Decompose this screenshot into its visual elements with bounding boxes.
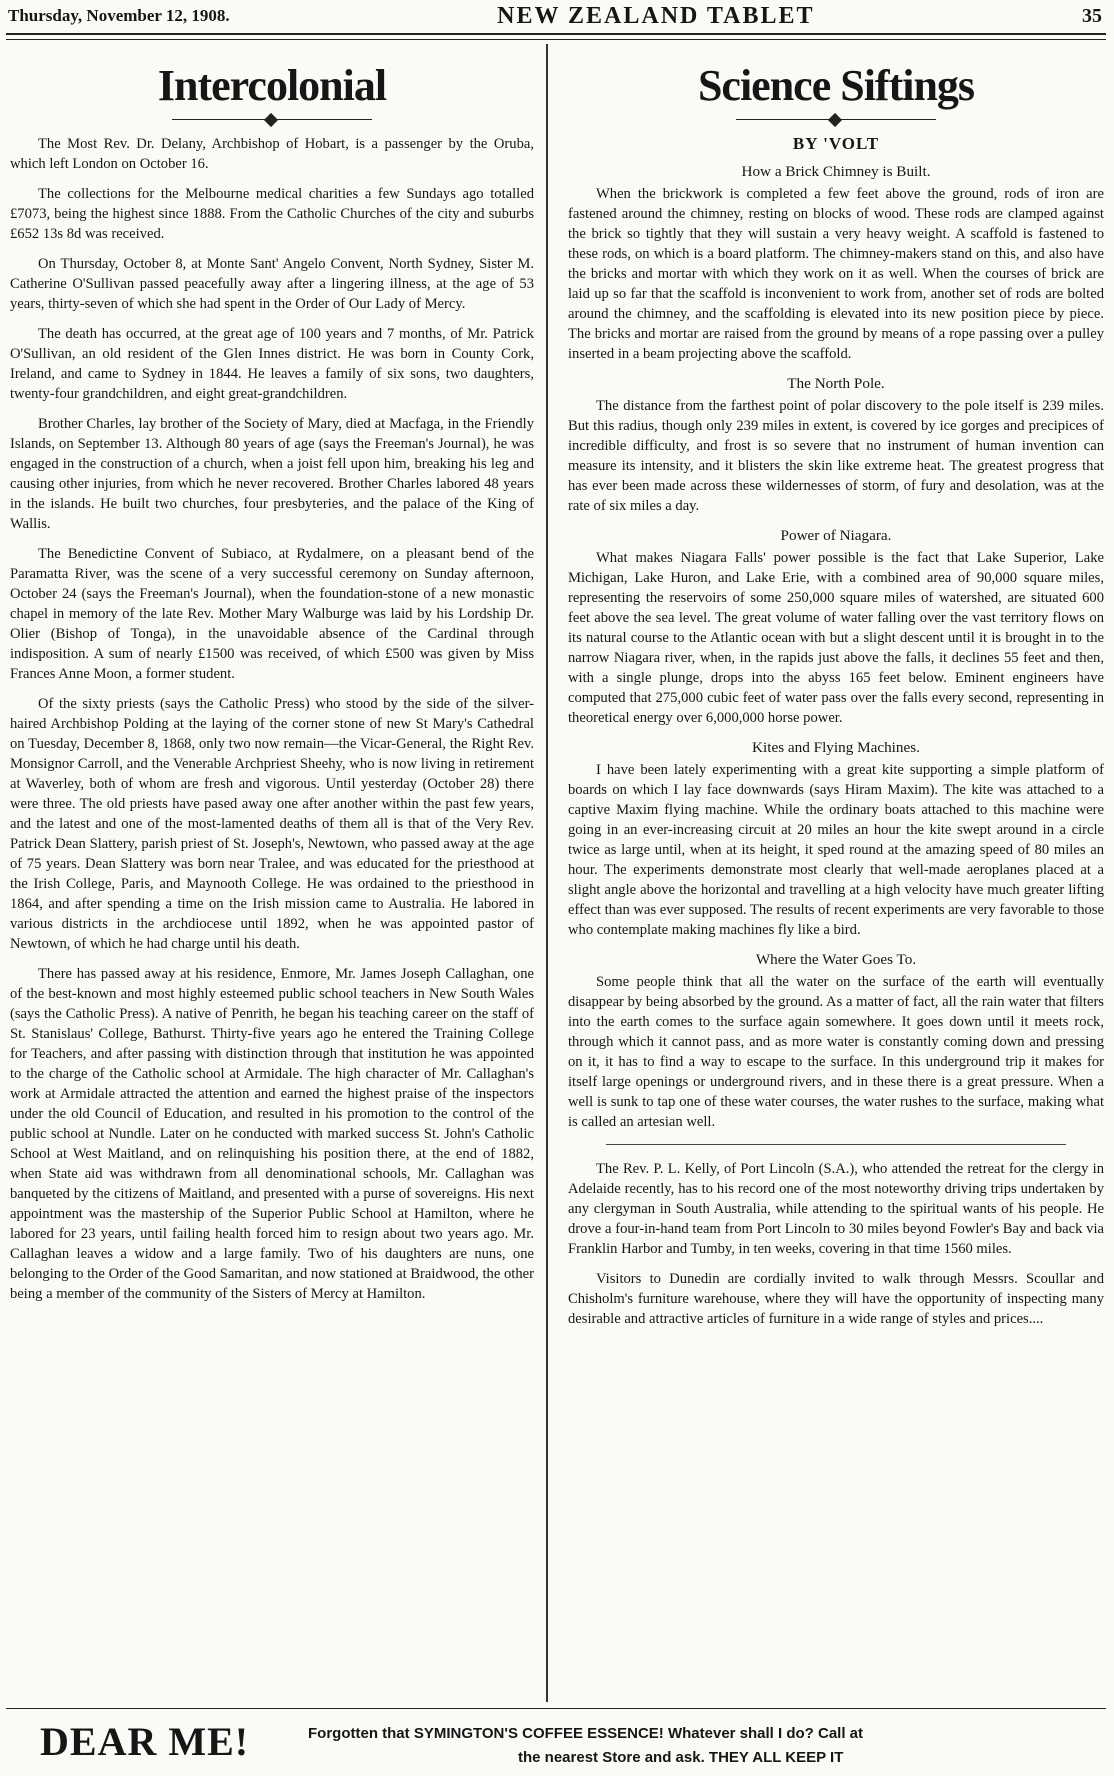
section-heading: Where the Water Goes To.	[755, 951, 917, 968]
diamond-icon	[264, 113, 278, 127]
news-paragraph: On Thursday, October 8, at Monte Sant' Angelo Convent, North Sydney, Sister M. Catherine O'Sullivan passed peacefully away after a lingering illness, at the age of 53 years, thirty-seven of which she had spent in the Order of Our Lady of Mercy.	[10, 256, 534, 312]
notice-paragraph: The Rev. P. L. Kelly, of Port Lincoln (S.A.), who attended the retreat for the clergy in Adelaide recently, has to his record one of the most noteworthy driving trips undertaken by any clergyman in South Australia, while attending to the spiritual wants of his people. He drove a four-in-hand team from Port Lincoln to 30 miles beyond Fowler's Bay and back via Franklin Harbor and Tumby, in ten weeks, covering in that time 1560 miles.	[568, 1161, 1104, 1257]
news-paragraph: The death has occurred, at the great age of 100 years and 7 months, of Mr. Patrick O'Sullivan, an old resident of the Glen Innes district. He was born in County Cork, Ireland, and came to Sydney in 1844. He leaves a family of six sons, two daughters, twenty-four grandchildren, and eight great-grandchildren.	[10, 326, 534, 402]
notice-paragraph: Visitors to Dunedin are cordially invited to walk through Messrs. Scoullar and Chisholm's furniture warehouse, where they will have the opportunity of inspecting many desirable and attractive articles of furniture in a wide range of styles and prices....	[568, 1271, 1104, 1327]
ad-headline: DEAR ME!	[40, 1719, 250, 1764]
section-heading: Kites and Flying Machines.	[752, 739, 920, 756]
issue-date: Thursday, November 12, 1908.	[8, 6, 230, 25]
news-paragraph: There has passed away at his residence, Enmore, Mr. James Joseph Callaghan, one of the best-known and most highly esteemed public school teachers in New South Wales (says the Catholic Press). A native of Penrith, he began his teaching career on the staff of St. Stanislaus' College, Bathurst. Thirty-five years ago he entered the Training College for Teachers, and after passing with distinction through that institution he was appointed to the charge of the Catholic school at Armidale. The high character of Mr. Callaghan's work at Armidale attracted the attention and earned the highest praise of the inspectors under the old Council of Education, and resulted in his promotion to the control of the public school at Nundle. Later on he conducted with marked success St. John's Catholic School at West Maitland, and on relinquishing his position there, at the end of 1882, when State aid was withdrawn from all denominational schools, Mr. Callaghan was banqueted by the citizens of Maitland, and presented with a purse of sovereigns. His next appointment was the mastership of the Superior Public School at Hamilton, where he labored for 23 years, until failing health forced him to resign about two years ago. Mr. Callaghan leaves a widow and a large family. Two of his daughters are nuns, one belonging to the Order of the Good Samaritan, and now stationed at Braidwood, the other being a member of the community of the Sisters of Mercy at Hamilton.	[10, 966, 534, 1302]
column-divider	[546, 44, 548, 1702]
section-text: I have been lately experimenting with a great kite supporting a simple platform of boards on which I lay face downwards (says Hiram Maxim). The kite was attached to a captive Maxim flying machine. While the ordinary boats attached to this machine were going in an ever-increasing circuit at 20 miles an hour the kite swept around in a circle twice as large until, when at its height, it sped round at the amazing speed of 80 miles an hour. The experiments demonstrate most clearly that well-made aeroplanes placed at a slight angle above the horizontal and travelling at a high velocity have much greater lifting effect than was ever supposed. The results of recent experiments are very favorable to those who contemplate making machines fly like a bird.	[568, 762, 1104, 938]
title-ornament	[172, 114, 372, 126]
byline: BY 'VOLT	[792, 134, 880, 153]
section-text: Some people think that all the water on the surface of the earth will eventually disappear by being absorbed by the ground. As a matter of fact, all the rain water that filters into the earth comes to the surface again somewhere. It goes down until it meets rock, through which it cannot pass, and as more water is constantly coming down and pressing on it, it has to find a way to escape to the surface. In this underground trip it makes for itself large openings or underground rivers, and in these there is a great pressure. When a well is sunk to tap one of these water courses, the water rushes to the surface, making what is called an artesian well.	[568, 974, 1104, 1130]
section-text: When the brickwork is completed a few feet above the ground, rods of iron are fastened around the chimney, resting on blocks of wood. These rods are clamped against the brick so tightly that they will sustain a very heavy weight. A scaffold is fastened to these rods, on which is a board platform. The chimney-makers stand on this, and also have the bricks and mortar with which they work on it as well. When the courses of brick are laid up so far that the scaffold is inconvenient to work from, another set of rods are bolted around the chimney, and the scaffolding is elevated into its new position piece by piece. The bricks and mortar are raised from the ground by means of a rope passing over a pulley inserted in a beam projecting above the scaffold.	[568, 186, 1104, 362]
masthead	[8, 2, 1102, 30]
footer-rule	[6, 1708, 1106, 1709]
masthead-rule	[6, 33, 1106, 40]
news-paragraph: The Benedictine Convent of Subiaco, at Rydalmere, on a pleasant bend of the Paramatta River, was the scene of a very successful ceremony on Sunday afternoon, October 24 (says the Freeman's Journal), when the foundation-stone of a new monastic chapel in memory of the late Rev. Mother Mary Walburge was laid by his Lordship Dr. Olier (Bishop of Tonga), in the unavoidable absence of the Cardinal through indisposition. A sum of nearly £1500 was received, of which £500 was given by Miss Frances Anne Moon, a former student.	[10, 546, 534, 682]
science-title: Science Siftings	[697, 61, 975, 110]
title-ornament	[736, 114, 936, 126]
ad-body	[308, 1722, 1098, 1770]
section-text: What makes Niagara Falls' power possible is the fact that Lake Superior, Lake Michigan, Lake Huron, and Lake Erie, with a combined area of 90,000 square miles, representing the reservoirs of some 250,000 square miles of watershed, are situated 600 feet above the sea level. The great volume of water falling over the vast territory flows on its natural course to the Atlantic ocean with but a slight descent until it is brought in to the narrow Niagara river, when, in the rapids just above the falls, it declines 55 feet and then, with a single plunge, drops into the abyss 165 feet below. Eminent engineers have computed that 275,000 cubic feet of water pass over the falls every second, representing in theoretical energy over 6,000,000 horse power.	[568, 550, 1104, 726]
ad-line-2: the nearest Store and ask. THEY ALL KEEP IT	[518, 1749, 844, 1766]
news-paragraph: The collections for the Melbourne medical charities a few Sundays ago totalled £7073, being the highest since 1888. From the Catholic Churches of the city and suburbs £652 13s 8d was received.	[10, 186, 534, 242]
science-column	[568, 40, 1104, 1339]
section-heading: How a Brick Chimney is Built.	[741, 163, 931, 180]
intercolonial-title: Intercolonial	[157, 61, 387, 110]
coffee-advertisement	[40, 1712, 1100, 1772]
intercolonial-column	[10, 40, 534, 1314]
page-number: 35	[1081, 4, 1102, 27]
news-paragraph: The Most Rev. Dr. Delany, Archbishop of Hobart, is a passenger by the Oruba, which left London on October 16.	[10, 136, 534, 172]
paper-title: NEW ZEALAND TABLET	[497, 2, 815, 29]
section-text: The distance from the farthest point of polar discovery to the pole itself is 239 miles. But this radius, though only 239 miles in extent, is covered by ice gorges and precipices of incredible difficulty, and frost is so severe that no instrument of human invention can measure its intensity, and it blisters the skin like extreme heat. The greatest progress that has ever been made across these wildernesses of storm, of fury and desolation, was at the rate of six miles a day.	[568, 398, 1104, 514]
news-paragraph: Brother Charles, lay brother of the Society of Mary, died at Macfaga, in the Friendly Islands, on September 13. Although 80 years of age (says the Freeman's Journal), he was engaged in the construction of a church, when a joist fell upon him, breaking his leg and causing other injuries, from which he never recovered. Brother Charles labored 48 years in the islands. He built two churches, four presbyteries, and the palace of the King of Wallis.	[10, 416, 534, 532]
section-heading: Power of Niagara.	[780, 527, 892, 544]
news-paragraph: Of the sixty priests (says the Catholic Press) who stood by the side of the silver-haired Archbishop Polding at the laying of the corner stone of new St Mary's Cathedral on Tuesday, December 8, 1868, only two now remain—the Vicar-General, the Right Rev. Monsignor Carroll, and the Venerable Archpriest Sheehy, who is now living in retirement at Waverley, both of whom are fresh and vigorous. Until yesterday (October 28) there were three. The old priests have pased away one after another within the past few years, and the latest and one of the most-lamented deaths of them all is that of the Very Rev. Patrick Dean Slattery, parish priest of St. Joseph's, Newtown, who passed away at the age of 75 years. Dean Slattery was born near Tralee, and was educated for the priesthood at the Irish College, Paris, and Maynooth College. He was ordained to the priesthood in 1864, and after spending a time on the Irish mission came to Australia. He labored in various districts in the archdiocese until 1892, when he was appointed pastor of Newtown, of which he had charge until his death.	[10, 696, 534, 952]
section-rule	[606, 1144, 1066, 1145]
section-heading: The North Pole.	[787, 375, 885, 392]
diamond-icon	[828, 113, 842, 127]
ad-line-1: Forgotten that SYMINGTON'S COFFEE ESSENCE! Whatever shall I do? Call at	[308, 1725, 864, 1742]
